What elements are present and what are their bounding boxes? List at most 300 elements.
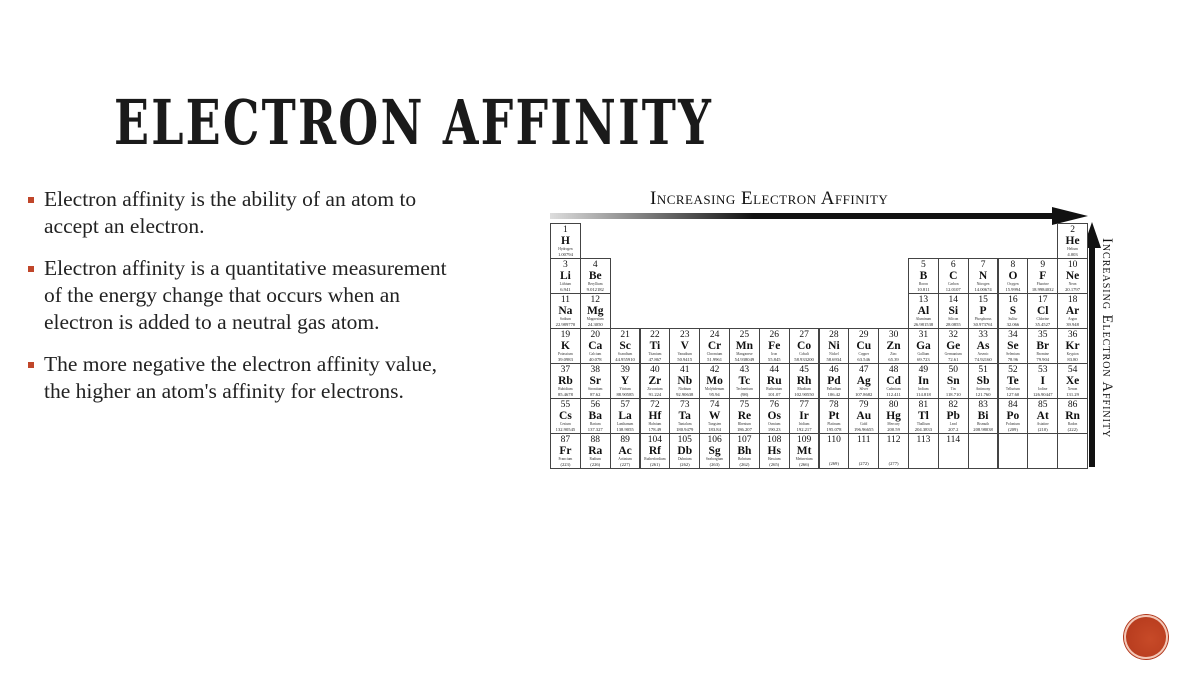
element-cell [1057,223,1088,259]
atomic-mass: (263) [709,461,720,467]
atomic-mass: 204.3833 [914,426,933,432]
atomic-mass: 87.62 [590,391,601,397]
atomic-number: 2 [1070,225,1075,235]
element-cell [878,363,909,399]
atomic-number: 83 [978,400,988,410]
atomic-number: 48 [888,365,899,375]
element-symbol: Rn [1065,410,1080,422]
element-cell [968,293,999,329]
atomic-mass: 20.1797 [1065,286,1081,292]
element-symbol: Nb [677,375,693,387]
element-cell [580,363,611,399]
element-cell [789,398,820,434]
element-name: Tungsten [707,422,722,426]
element-cell [729,398,760,434]
element-symbol: Rf [648,445,661,457]
atomic-number: 55 [560,400,571,410]
element-name: Lithium [559,282,572,286]
atomic-mass: 30.973761 [973,321,993,327]
element-cell [669,398,700,434]
element-cell [968,328,999,364]
element-cell [819,328,850,364]
element-name: Xenon [1067,387,1078,391]
atomic-mass: 88.90585 [616,391,634,397]
vertical-trend-label: Increasing Electron Affinity [1099,238,1115,439]
atomic-number: 114 [946,435,961,445]
horizontal-arrow-icon [550,213,1058,219]
atomic-mass: 79.904 [1036,356,1050,362]
element-cell [998,258,1029,294]
element-symbol: Cd [886,375,901,387]
element-cell [610,398,641,434]
element-cell [908,328,939,364]
element-cell [968,258,999,294]
element-name: Bismuth [976,422,990,426]
atomic-mass: 91.224 [648,391,662,397]
element-cell [729,328,760,364]
element-cell [789,328,820,364]
atomic-mass: (227) [620,461,631,467]
atomic-number: 4 [592,260,598,270]
element-symbol: Ni [828,340,840,352]
atomic-number: 34 [1008,330,1018,340]
bullet-text: Electron affinity is the ability of an atom to accept an electron. [44,187,417,238]
element-name: Radium [589,457,601,461]
element-symbol: W [708,410,721,422]
element-symbol: Sn [946,375,960,387]
element-name: Mercury [887,422,900,426]
element-cell [938,293,969,329]
element-name: Argon [1068,317,1078,321]
element-symbol: Li [559,270,571,282]
element-name: Meitnerium [795,457,813,461]
atomic-number: 54 [1067,365,1078,375]
atomic-number: 16 [1008,295,1018,305]
atomic-mass: 207.2 [948,426,959,432]
atomic-mass: (265) [769,461,780,467]
atomic-number: 49 [918,365,929,375]
atomic-number: 56 [590,400,600,410]
element-symbol: K [560,340,570,352]
atomic-number: 80 [888,400,899,410]
atomic-mass: 44.955910 [615,356,635,362]
element-cell [878,398,909,434]
atomic-number: 21 [620,330,630,340]
element-symbol: H [560,235,570,247]
element-name: Barium [589,422,601,426]
atomic-mass: 195.078 [826,426,842,432]
bullet-square-icon [28,266,34,272]
atomic-mass: (222) [1067,426,1078,432]
element-name: Palladium [826,387,842,391]
atomic-number: 106 [707,435,722,445]
element-name: Actinium [618,457,632,461]
element-symbol: Cu [856,340,872,352]
element-symbol: Ga [916,340,931,352]
element-cell [669,363,700,399]
atomic-mass: 50.9415 [677,356,693,362]
element-symbol: N [978,270,988,282]
atomic-mass: 18.9984032 [1031,286,1054,292]
atomic-number: 7 [980,260,986,270]
element-cell [908,258,939,294]
element-name: Iridium [798,422,810,426]
element-symbol: Be [588,270,602,282]
atomic-mass: 39.948 [1066,321,1079,327]
element-symbol: Pb [946,410,960,422]
atomic-mass: 180.9479 [676,426,694,432]
atomic-mass: (98) [740,391,749,397]
atomic-mass: 138.9055 [616,426,634,432]
element-symbol: At [1036,410,1049,422]
atomic-mass: 39.0983 [557,356,573,362]
bullet-square-icon [28,362,34,368]
element-name: Aluminum [915,317,932,321]
atomic-mass: 121.760 [975,391,991,397]
element-symbol: Pt [828,410,840,422]
element-cell [1027,328,1058,364]
element-cell [848,398,879,434]
element-name: Magnesium [586,317,604,321]
element-cell [998,363,1029,399]
vertical-arrow-icon [1089,243,1095,467]
slide-title: ELECTRON AFFINITY [114,86,714,159]
atomic-mass: 83.80 [1067,356,1078,362]
atomic-number: 9 [1040,260,1046,270]
element-symbol: Co [797,340,812,352]
element-name: Silver [859,387,869,391]
atomic-number: 20 [590,330,600,340]
element-symbol: Fe [768,340,781,352]
element-name: Platinum [827,422,841,426]
atomic-number: 11 [560,295,570,305]
atomic-number: 32 [948,330,958,340]
atomic-number: 27 [799,330,809,340]
element-cell [580,328,611,364]
element-name: Thallium [916,422,930,426]
element-name: Astatine [1036,422,1049,426]
element-name: Neon [1068,282,1077,286]
atomic-mass: 132.90545 [555,426,576,432]
element-name: Strontium [588,387,603,391]
element-name: Bromine [1036,352,1050,356]
element-symbol: Ag [856,375,871,387]
element-name: Hassium [767,457,781,461]
element-name: Arsenic [977,352,989,356]
atomic-mass: 74.92160 [974,356,992,362]
element-cell [580,433,611,469]
element-cell [759,398,790,434]
atomic-number: 84 [1008,400,1018,410]
atomic-number: 76 [769,400,779,410]
element-name: Antimony [975,387,991,391]
atomic-mass: 186.207 [736,426,752,432]
element-name: Iron [771,352,778,356]
atomic-mass: 107.8682 [855,391,873,397]
slide-nav-button[interactable] [1124,615,1168,659]
element-name: Carbon [947,282,959,286]
atomic-number: 40 [650,365,660,375]
atomic-number: 47 [858,365,869,375]
element-symbol: Fr [559,445,572,457]
atomic-number: 110 [826,435,841,445]
element-name: Rutherfordium [644,457,666,461]
element-name: Indium [918,387,929,391]
atomic-number: 39 [620,365,630,375]
element-symbol: Kr [1065,340,1080,352]
element-name: Phosphorus [974,317,992,321]
atomic-number: 112 [886,435,901,445]
element-symbol: Ar [1065,305,1080,317]
atomic-number: 111 [856,435,871,445]
atomic-mass: 24.3050 [587,321,603,327]
element-symbol: F [1039,270,1047,282]
atomic-mass: 200.59 [887,426,900,432]
atomic-number: 28 [829,330,839,340]
element-name: Scandium [617,352,633,356]
atomic-mass: 55.845 [767,356,781,362]
element-cell [550,363,581,399]
element-cell [998,328,1029,364]
element-cell [699,398,730,434]
atomic-number: 104 [647,435,663,445]
atomic-number: 13 [918,295,929,305]
atomic-mass: 40.078 [588,356,602,362]
atomic-mass: (262) [739,461,750,467]
element-name: Radon [1067,422,1078,426]
atomic-number: 51 [978,365,988,375]
element-cell [848,363,879,399]
element-symbol: Tc [738,375,751,387]
element-symbol: He [1065,235,1080,247]
element-name: Tin [950,387,956,391]
bullet-item [28,351,468,405]
element-symbol: Rh [796,375,812,387]
element-cell [1027,363,1058,399]
element-cell [1057,398,1088,434]
atomic-mass: (209) [1007,426,1018,432]
atomic-number: 3 [563,260,568,270]
element-cell [699,328,730,364]
element-name: Oxygen [1007,282,1019,286]
element-symbol: Os [767,410,781,422]
element-name: Osmium [768,422,781,426]
element-cell [789,363,820,399]
element-symbol: Ba [588,410,602,422]
atomic-mass: 112.411 [886,391,901,397]
element-cell [908,398,939,434]
atomic-mass: 196.96655 [853,426,874,432]
element-symbol: Se [1007,340,1019,352]
atomic-mass: 78.96 [1007,356,1019,362]
element-cell [759,328,790,364]
element-symbol: Ac [618,445,632,457]
element-symbol: I [1040,375,1045,387]
atomic-mass: (210) [1037,426,1048,432]
element-symbol: Br [1036,340,1050,352]
atomic-mass: 32.066 [1006,321,1020,327]
atomic-mass: (262) [679,461,690,467]
element-symbol: O [1008,270,1018,282]
atomic-mass: 118.710 [945,391,961,397]
element-name: Silicon [948,317,959,321]
atomic-number: 89 [620,435,630,445]
element-name: Fluorine [1036,282,1049,286]
atomic-mass: 127.60 [1006,391,1020,397]
element-cell [908,363,939,399]
element-name: Gold [860,422,868,426]
atomic-mass: 15.9994 [1005,286,1021,292]
element-name: Polonium [1005,422,1020,426]
element-cell [968,433,999,469]
atomic-mass: 92.90638 [676,391,694,397]
element-symbol: Hf [648,410,662,422]
element-symbol: V [680,340,689,352]
element-name: Titanium [648,352,662,356]
atomic-number: 44 [769,365,779,375]
element-cell [908,433,939,469]
atomic-number: 79 [858,400,869,410]
element-cell [550,258,581,294]
atomic-mass: 190.23 [767,426,781,432]
atomic-number: 72 [650,400,660,410]
atomic-number: 36 [1067,330,1078,340]
element-name: Bohrium [738,457,751,461]
element-symbol: Tl [917,410,929,422]
atomic-number: 6 [950,260,956,270]
element-cell [669,328,700,364]
atomic-number: 105 [677,435,692,445]
element-cell [550,398,581,434]
element-name: Technetium [735,387,753,391]
element-symbol: Au [856,410,872,422]
element-name: Helium [1067,247,1078,251]
atomic-number: 35 [1037,330,1048,340]
element-name: Nickel [829,352,839,356]
atomic-mass: 35.4527 [1035,321,1051,327]
element-cell [1027,433,1058,469]
atomic-number: 5 [921,260,926,270]
element-cell [938,363,969,399]
atomic-number: 22 [650,330,660,340]
element-symbol: Rb [558,375,573,387]
atomic-mass: (266) [799,461,810,467]
bullet-square-icon [28,197,34,203]
element-symbol: Ir [799,410,809,422]
element-symbol: Sr [589,375,601,387]
element-name: Francium [558,457,573,461]
element-symbol: Re [737,410,752,422]
element-symbol: Hs [767,445,781,457]
element-name: Beryllium [587,282,603,286]
element-name: Dubnium [677,457,692,461]
atomic-number: 15 [978,295,988,305]
element-name: Lead [949,422,957,426]
element-cell [640,328,671,364]
element-symbol: Si [948,305,959,317]
element-name: Tantalum [677,422,692,426]
element-cell [580,258,611,294]
element-symbol: Mg [586,305,604,317]
atomic-mass: 26.981538 [913,321,934,327]
element-name: Cadmium [886,387,901,391]
element-name: Yttrium [619,387,631,391]
element-cell [550,328,581,364]
element-symbol: Zr [648,375,662,387]
atomic-mass: 126.90447 [1032,391,1053,397]
element-symbol: Zn [886,340,901,352]
atomic-mass: 58.933200 [794,356,814,362]
atomic-number: 107 [737,435,752,445]
element-cell [819,398,850,434]
atomic-number: 1 [563,225,568,235]
element-symbol: Ti [649,340,661,352]
bullet-text: Electron affinity is a quantitative measurement of the energy change that occurs when an electron is added to a neutral gas atom. [44,256,447,334]
atomic-number: 109 [796,435,812,445]
element-name: Lanthanum [616,422,634,426]
atomic-number: 73 [679,400,690,410]
atomic-mass: 101.07 [767,391,781,397]
atomic-number: 24 [709,330,720,340]
element-name: Sulfur [1008,317,1018,321]
element-cell [1057,258,1088,294]
atomic-mass: 114.818 [916,391,931,397]
atomic-number: 10 [1067,260,1078,270]
atomic-mass: 85.4678 [557,391,573,397]
element-cell [699,433,730,469]
bullet-text: The more negative the electron affinity value, the higher an atom's affinity for electrons. [44,352,438,403]
atomic-mass: 47.867 [648,356,662,362]
element-cell [759,433,790,469]
element-cell [789,433,820,469]
atomic-number: 113 [916,435,931,445]
element-name: Manganese [736,352,753,356]
atomic-number: 88 [590,435,600,445]
atomic-mass: 1.00794 [557,251,573,257]
element-cell [938,258,969,294]
element-symbol: Te [1007,375,1019,387]
element-symbol: Sc [619,340,631,352]
atomic-mass: 183.84 [708,426,721,432]
element-cell [759,363,790,399]
atomic-number: 81 [918,400,929,410]
atomic-number: 41 [679,365,690,375]
element-cell [908,293,939,329]
element-symbol: Na [558,305,573,317]
atomic-number: 33 [978,330,988,340]
element-cell [550,293,581,329]
element-name: Molybdenum [704,387,725,391]
element-symbol: Xe [1065,375,1080,387]
atomic-mass: 51.9961 [707,356,723,362]
element-symbol: S [1009,305,1017,317]
atomic-number: 108 [767,435,782,445]
element-name: Iodine [1038,387,1048,391]
element-cell [848,328,879,364]
atomic-mass: 95.94 [709,391,720,397]
atomic-mass: (226) [590,461,601,467]
element-name: Gallium [917,352,930,356]
element-name: Potassium [558,352,573,356]
atomic-number: 46 [829,365,839,375]
element-cell [729,433,760,469]
element-cell [1027,398,1058,434]
element-cell [998,398,1029,434]
element-symbol: Db [677,445,693,457]
element-symbol: Po [1006,410,1020,422]
element-name: Cesium [559,422,571,426]
atomic-number: 17 [1037,295,1048,305]
